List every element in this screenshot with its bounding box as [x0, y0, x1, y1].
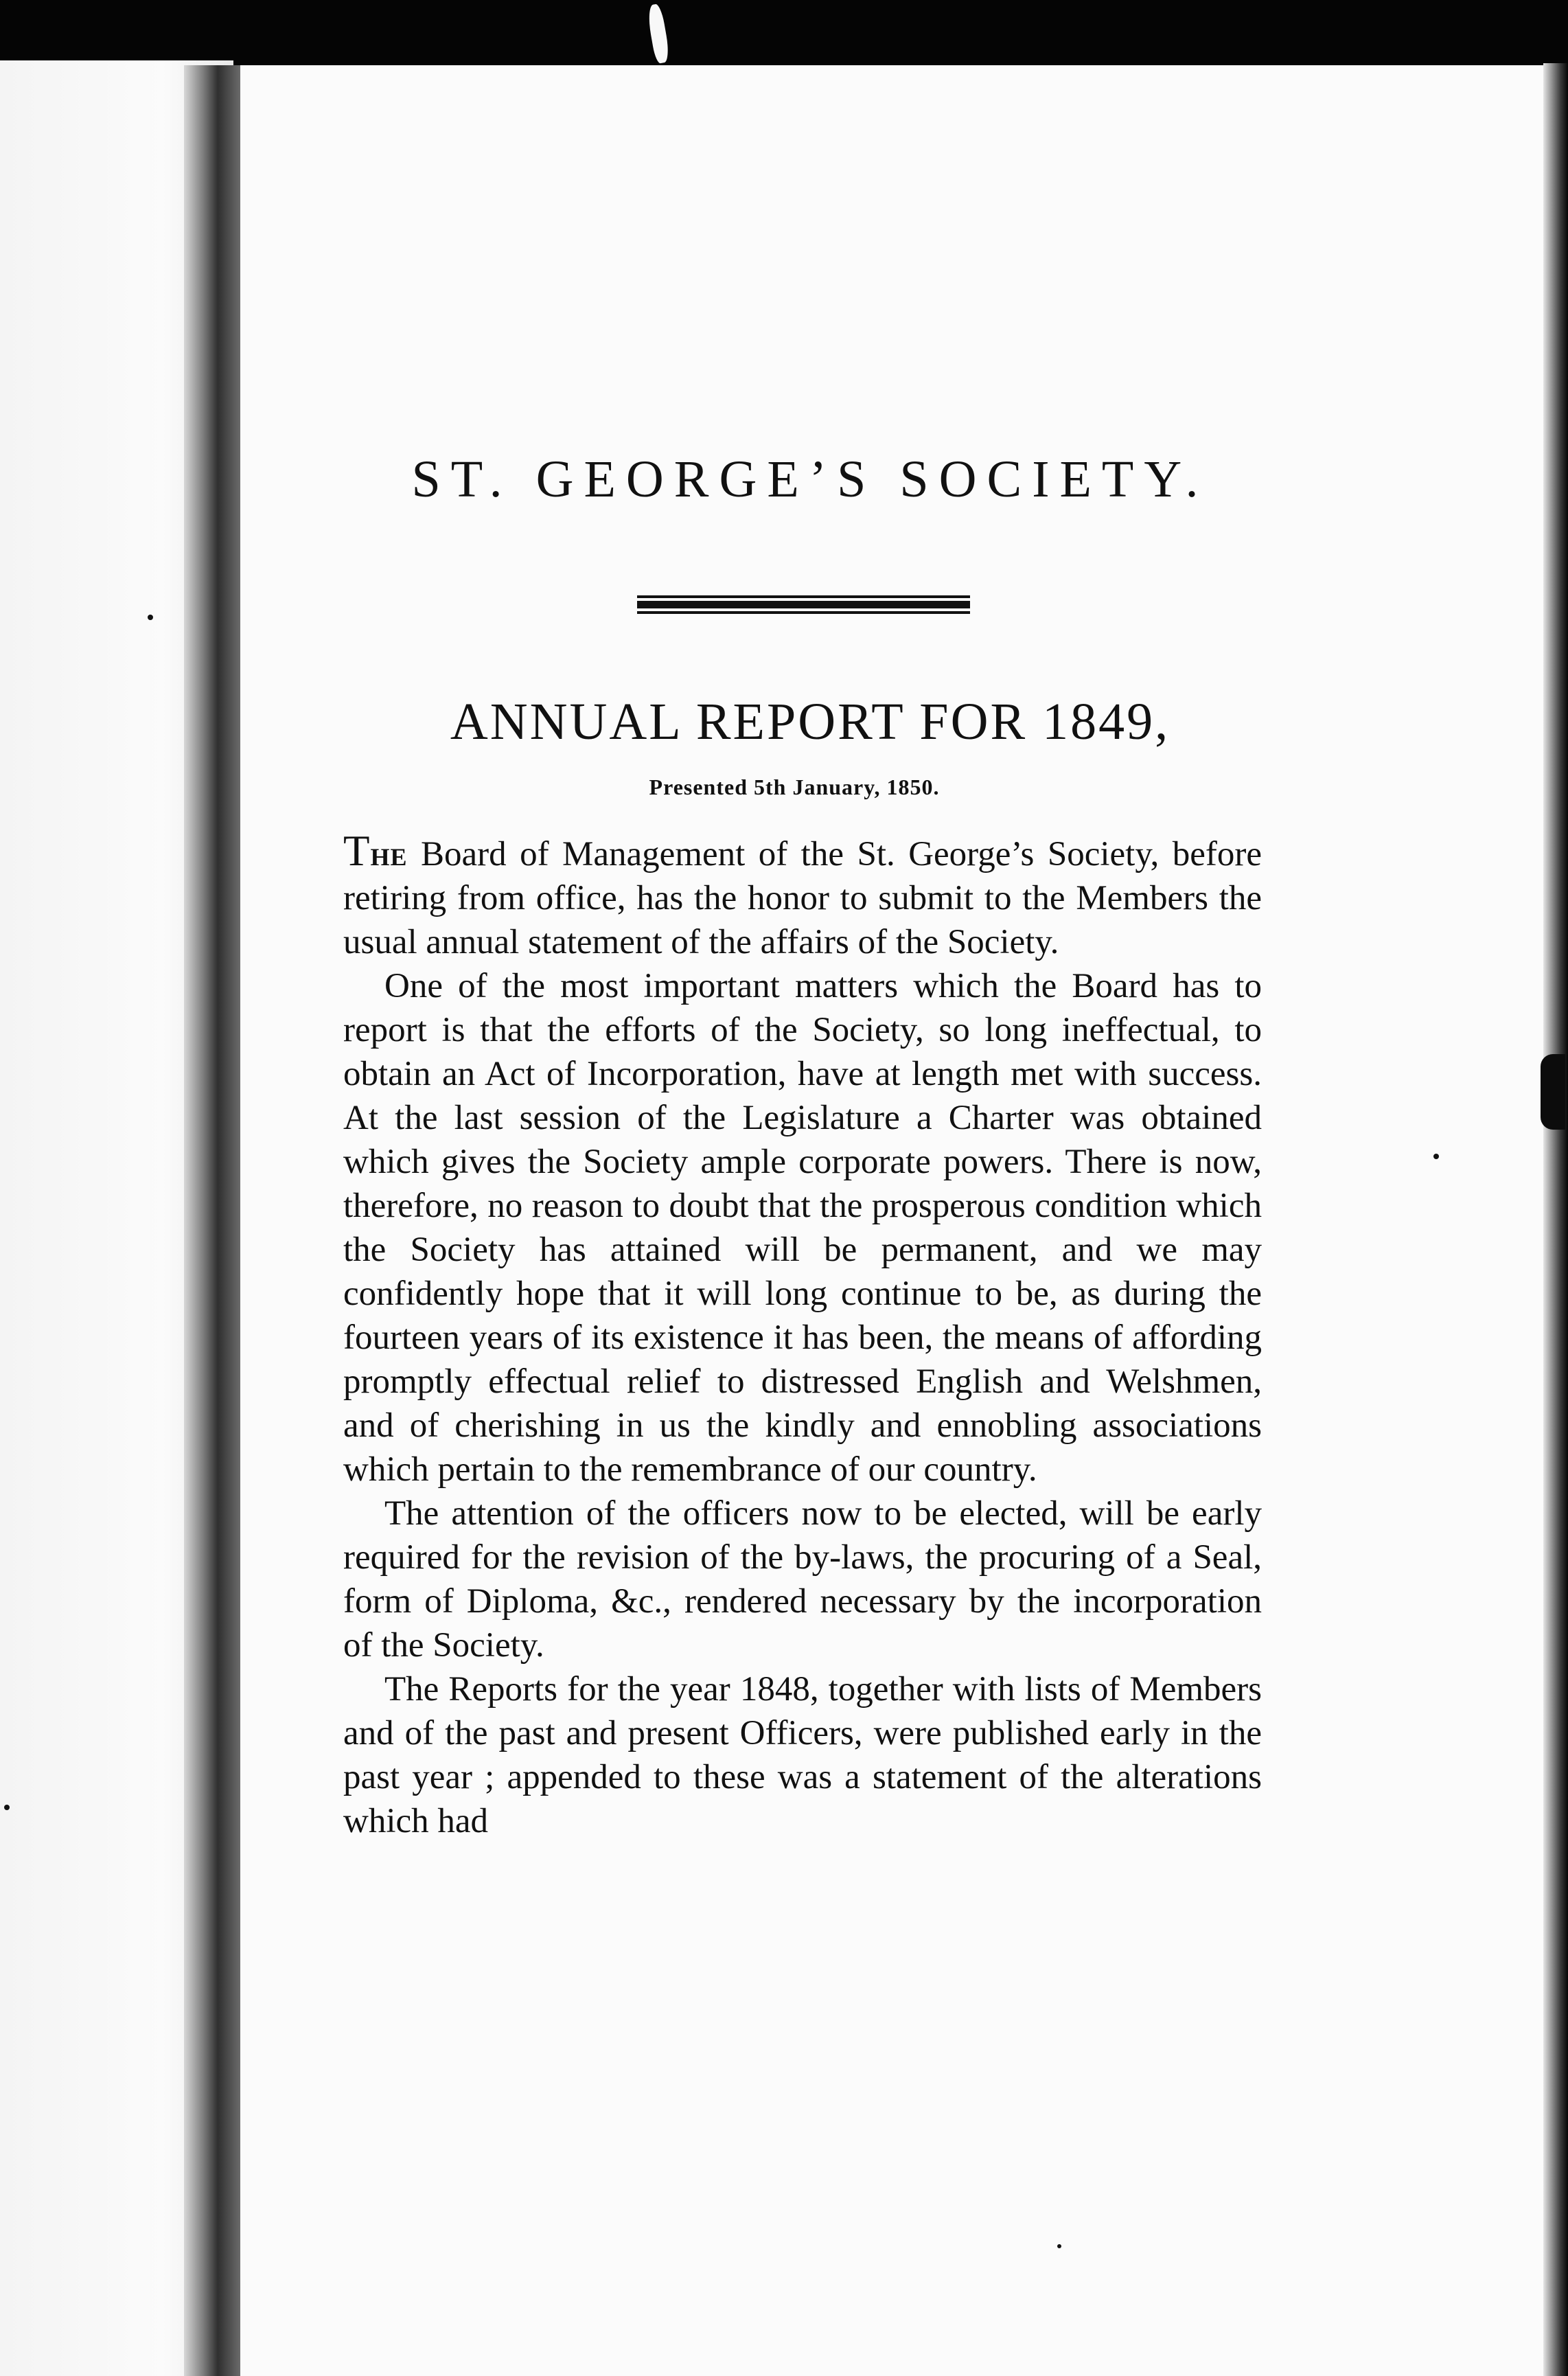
scan-speck	[4, 1805, 10, 1810]
page-edge-tab	[1541, 1054, 1565, 1130]
page-edge	[1543, 63, 1568, 2376]
paragraph-incorporation: One of the most important matters which the Board has to report is that the efforts of the Society, so long ineffectual, to obtain an Act of Incorporation, have at length met with success. At the last session of the Legislature a Charter was obtained which gives the Society ample corporate powers. There is now, therefore, no reason to doubt that the prosperous condition which the Society has attained will be permanent, and we may confidently hope that it will long continue to be, as during the fourteen years of its existence it has been, the means of affording promptly effectual relief to distressed English and Welshmen, and of cherishing in us the kindly and ennobling associations which pertain to the remembrance of our country.	[343, 967, 1262, 1489]
book-spine-shadow	[184, 65, 240, 2376]
paragraph-officers: The attention of the officers now to be elected, will be early required for the revision of the by-laws, the procuring of a Seal, form of Diploma, &c., rendered necessary by the incorporation of the Society.	[343, 1494, 1262, 1665]
society-title: ST. GEORGE’S SOCIETY.	[411, 450, 1209, 508]
scan-speck	[1057, 2244, 1061, 2248]
opening-dropcap: T	[343, 827, 371, 875]
opening-paragraph	[343, 827, 1262, 964]
rule-line	[637, 611, 970, 614]
opening-text: Board of Management of the St. George’s Society, before retiring from office, has the honor to submit to the Members the usual annual statement of the affairs of the Society.	[343, 835, 1262, 961]
scan-mark	[646, 3, 671, 65]
report-body	[343, 827, 1262, 1843]
presentation-date: Presented 5th January, 1850.	[649, 775, 940, 799]
title-rule	[637, 595, 970, 616]
rule-line	[637, 595, 970, 598]
report-title: ANNUAL REPORT FOR 1849,	[450, 693, 1171, 751]
scan-speck	[1433, 1154, 1439, 1159]
paragraph-reports: The Reports for the year 1848, together with lists of Members and of the past and present Officers, were published early in the past year ; appended to these was a statement of the alterations which had	[343, 1670, 1262, 1840]
scan-speck	[148, 615, 153, 620]
rule-line	[637, 601, 970, 608]
opening-smallcaps: he	[370, 835, 408, 873]
